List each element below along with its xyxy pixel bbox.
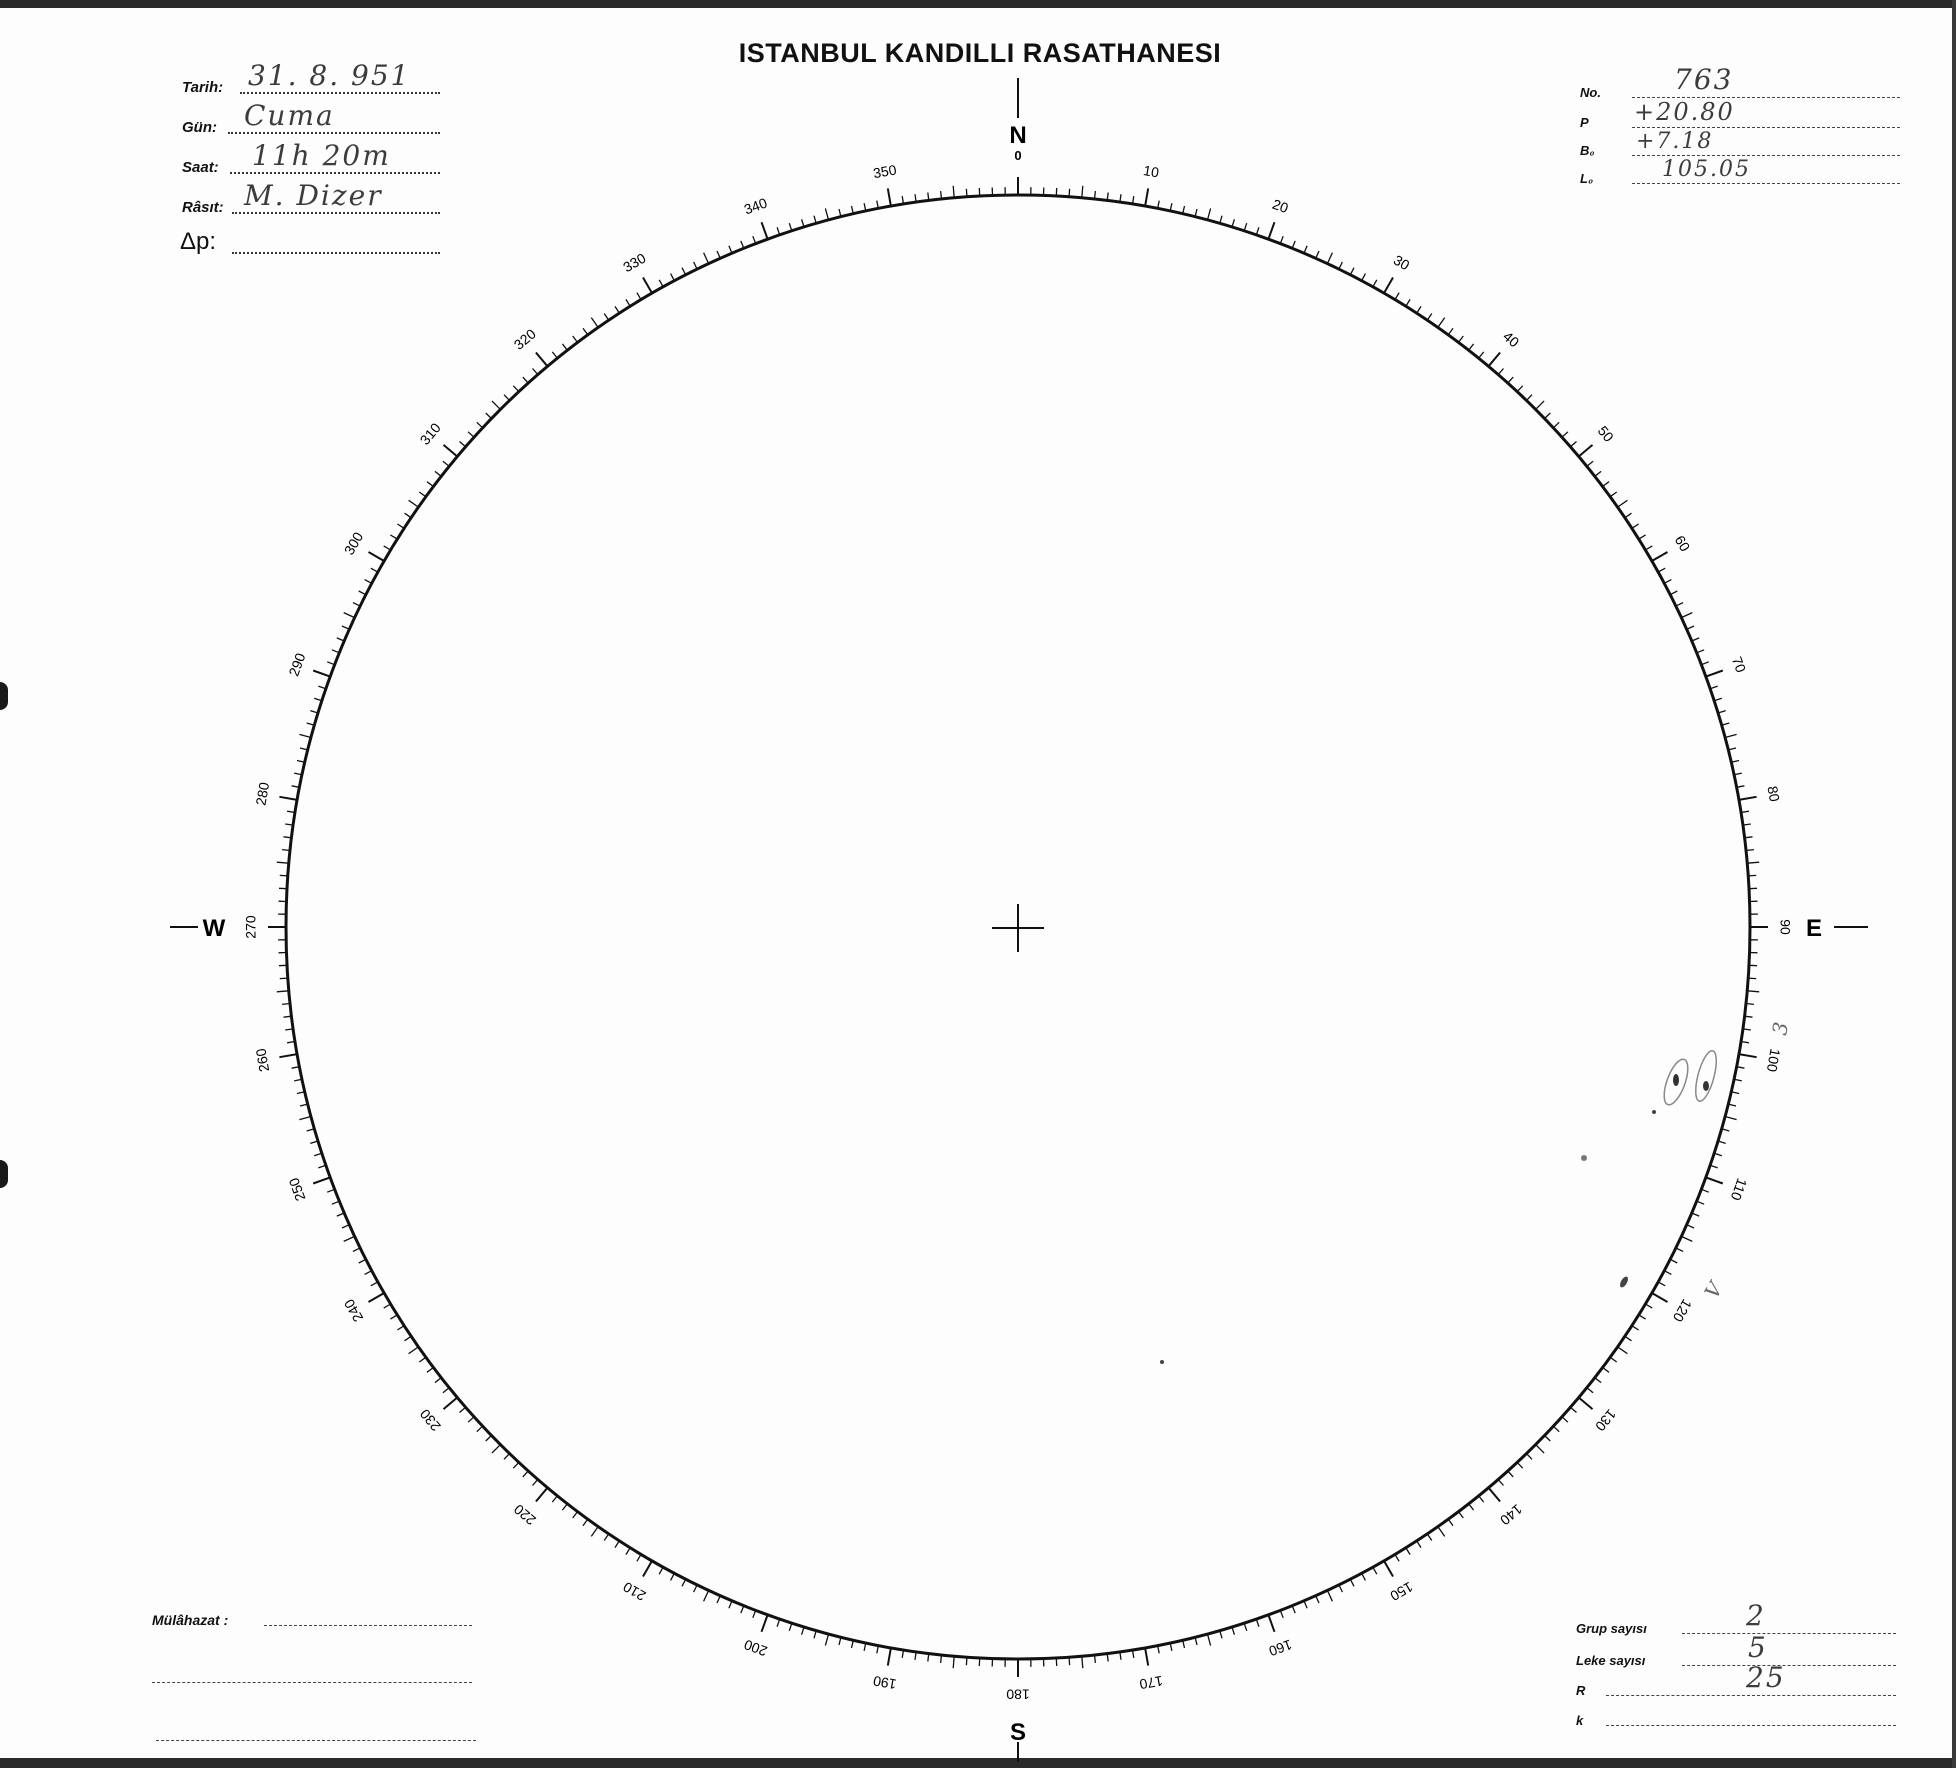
degree-label-230: 230 bbox=[416, 1406, 444, 1435]
degree-label-90: 90 bbox=[1777, 919, 1794, 935]
grup-label: Grup sayısı bbox=[1576, 1621, 1647, 1636]
degree-tick bbox=[1579, 1398, 1593, 1410]
degree-tick bbox=[1579, 445, 1593, 457]
degree-tick bbox=[1652, 1293, 1668, 1302]
degree-tick bbox=[591, 318, 598, 328]
degree-label-70: 70 bbox=[1728, 654, 1750, 675]
degree-tick bbox=[279, 797, 297, 800]
no-label: No. bbox=[1580, 85, 1601, 100]
degree-tick bbox=[1618, 500, 1628, 507]
saat-label: Saat: bbox=[182, 159, 219, 176]
sunspot bbox=[1160, 1360, 1164, 1364]
degree-label-160: 160 bbox=[1266, 1636, 1295, 1660]
r-value: 25 bbox=[1746, 1661, 1786, 1694]
degree-tick bbox=[279, 1054, 297, 1057]
degree-tick bbox=[1706, 671, 1723, 677]
degree-label-80: 80 bbox=[1764, 784, 1783, 803]
degree-tick bbox=[369, 552, 385, 561]
no-value: 763 bbox=[1674, 63, 1734, 96]
degree-tick bbox=[1268, 222, 1274, 239]
degree-tick bbox=[953, 1656, 954, 1668]
sunspot-group-outline bbox=[1692, 1049, 1721, 1103]
tarih-label: Tarih: bbox=[182, 79, 224, 96]
degree-tick bbox=[277, 991, 289, 992]
degree-tick bbox=[1725, 734, 1737, 737]
degree-tick bbox=[704, 253, 709, 264]
degree-tick bbox=[1681, 613, 1692, 618]
degree-tick bbox=[1536, 401, 1545, 410]
leke-label: Leke sayısı bbox=[1576, 1653, 1646, 1668]
degree-tick bbox=[1725, 1117, 1737, 1120]
degree-tick bbox=[344, 1236, 355, 1241]
page-title: ISTANBUL KANDILLI RASATHANESI bbox=[738, 38, 1222, 68]
degree-label-100: 100 bbox=[1763, 1047, 1784, 1074]
l0-label: L₀ bbox=[1580, 171, 1594, 186]
degree-label-310: 310 bbox=[416, 419, 444, 448]
leke-value: 5 bbox=[1748, 1631, 1768, 1664]
degree-tick bbox=[1618, 1347, 1628, 1354]
delta-label: Δp: bbox=[180, 228, 217, 255]
gun-label: Gün: bbox=[182, 119, 217, 136]
degree-tick bbox=[1438, 318, 1445, 328]
degree-tick bbox=[277, 862, 289, 863]
degree-label-40: 40 bbox=[1500, 328, 1523, 351]
degree-label-330: 330 bbox=[620, 249, 649, 276]
sunspot bbox=[1673, 1074, 1679, 1086]
gun-value: Cuma bbox=[244, 99, 335, 132]
degree-label-180: 180 bbox=[1006, 1686, 1030, 1703]
degree-label-350: 350 bbox=[871, 161, 898, 182]
south-label: S bbox=[1009, 1719, 1027, 1746]
degree-tick bbox=[1652, 552, 1668, 561]
degree-tick bbox=[313, 1177, 330, 1183]
degree-tick bbox=[591, 1527, 598, 1537]
sunspot bbox=[1703, 1081, 1709, 1091]
degree-tick bbox=[1747, 991, 1759, 992]
degree-tick bbox=[825, 1634, 828, 1646]
degree-tick bbox=[444, 445, 458, 457]
degree-tick bbox=[1145, 188, 1148, 206]
degree-label-320: 320 bbox=[510, 325, 539, 353]
degree-label-170: 170 bbox=[1138, 1672, 1165, 1693]
degree-tick bbox=[492, 401, 501, 410]
degree-tick bbox=[444, 1398, 458, 1410]
degree-tick bbox=[762, 222, 768, 239]
b0-value: +7.18 bbox=[1636, 129, 1714, 154]
degree-label-220: 220 bbox=[510, 1501, 539, 1529]
degree-tick bbox=[1681, 1236, 1692, 1241]
degree-tick bbox=[369, 1293, 385, 1302]
degree-label-280: 280 bbox=[252, 780, 273, 807]
degree-tick bbox=[1082, 1656, 1083, 1668]
degree-label-210: 210 bbox=[620, 1578, 649, 1605]
degree-label-240: 240 bbox=[340, 1296, 367, 1325]
p-label: P bbox=[1580, 115, 1589, 130]
degree-tick bbox=[1145, 1648, 1148, 1666]
degree-tick bbox=[409, 500, 419, 507]
degree-label-120: 120 bbox=[1669, 1296, 1696, 1325]
degree-tick bbox=[1739, 1054, 1757, 1057]
north-label: N bbox=[1009, 122, 1027, 149]
degree-tick bbox=[1489, 1488, 1501, 1502]
degree-tick bbox=[953, 186, 954, 198]
degree-tick bbox=[888, 1648, 891, 1666]
grup-value: 2 bbox=[1746, 1599, 1766, 1632]
degree-tick bbox=[1489, 353, 1501, 367]
sunspot bbox=[1618, 1275, 1629, 1288]
margin-mark-v: V bbox=[1699, 1277, 1728, 1303]
degree-label-20: 20 bbox=[1270, 195, 1291, 217]
r-label: R bbox=[1576, 1683, 1586, 1698]
saat-value: 11h 20m bbox=[252, 139, 391, 172]
degree-tick bbox=[888, 188, 891, 206]
degree-label-300: 300 bbox=[340, 529, 367, 558]
b0-label: B₀ bbox=[1580, 143, 1595, 158]
p-value: +20.80 bbox=[1634, 98, 1735, 126]
degree-label-150: 150 bbox=[1387, 1578, 1416, 1605]
degree-tick bbox=[344, 613, 355, 618]
margin-mark-3: 3 bbox=[1767, 1020, 1794, 1037]
sunspot bbox=[1581, 1155, 1587, 1161]
north-zero-label: 0 bbox=[1014, 148, 1022, 163]
degree-tick bbox=[299, 1117, 311, 1120]
degree-tick bbox=[1082, 186, 1083, 198]
degree-label-290: 290 bbox=[285, 650, 309, 679]
l0-value: 105.05 bbox=[1662, 157, 1751, 182]
degree-label-60: 60 bbox=[1671, 532, 1694, 555]
degree-label-30: 30 bbox=[1390, 251, 1413, 274]
degree-tick bbox=[492, 1445, 501, 1454]
degree-tick bbox=[536, 1488, 548, 1502]
degree-tick bbox=[299, 734, 311, 737]
degree-label-250: 250 bbox=[285, 1175, 309, 1204]
degree-tick bbox=[1208, 208, 1211, 220]
degree-tick bbox=[704, 1590, 709, 1601]
east-label: E bbox=[1805, 915, 1823, 942]
degree-tick bbox=[313, 671, 330, 677]
tarih-value: 31. 8. 951 bbox=[248, 59, 411, 92]
degree-label-260: 260 bbox=[252, 1047, 273, 1074]
degree-label-340: 340 bbox=[741, 194, 770, 218]
west-label: W bbox=[202, 915, 226, 942]
degree-tick bbox=[762, 1615, 768, 1632]
degree-tick bbox=[1327, 1590, 1332, 1601]
degree-tick bbox=[1438, 1527, 1445, 1537]
degree-tick bbox=[1384, 278, 1393, 294]
degree-tick bbox=[1739, 797, 1757, 800]
degree-tick bbox=[825, 208, 828, 220]
degree-tick bbox=[409, 1347, 419, 1354]
degree-label-140: 140 bbox=[1497, 1501, 1526, 1529]
degree-label-270: 270 bbox=[242, 915, 259, 939]
rasit-label: Râsıt: bbox=[182, 199, 224, 216]
degree-tick bbox=[1706, 1177, 1723, 1183]
degree-label-130: 130 bbox=[1592, 1406, 1620, 1435]
rasit-value: M. Dizer bbox=[244, 179, 383, 212]
sunspot bbox=[1652, 1110, 1656, 1114]
degree-tick bbox=[1327, 253, 1332, 264]
degree-tick bbox=[1536, 1445, 1545, 1454]
degree-label-200: 200 bbox=[741, 1636, 770, 1660]
degree-label-50: 50 bbox=[1594, 422, 1617, 445]
degree-label-110: 110 bbox=[1727, 1176, 1751, 1203]
degree-tick bbox=[1268, 1615, 1274, 1632]
degree-tick bbox=[536, 353, 548, 367]
k-label: k bbox=[1576, 1713, 1584, 1728]
degree-label-190: 190 bbox=[871, 1672, 898, 1693]
degree-tick bbox=[1208, 1634, 1211, 1646]
degree-tick bbox=[1384, 1561, 1393, 1577]
degree-tick bbox=[643, 1561, 652, 1577]
notes-label: Mülâhazat : bbox=[152, 1612, 229, 1628]
degree-tick bbox=[643, 278, 652, 294]
degree-tick bbox=[1747, 862, 1759, 863]
degree-label-10: 10 bbox=[1142, 162, 1161, 181]
